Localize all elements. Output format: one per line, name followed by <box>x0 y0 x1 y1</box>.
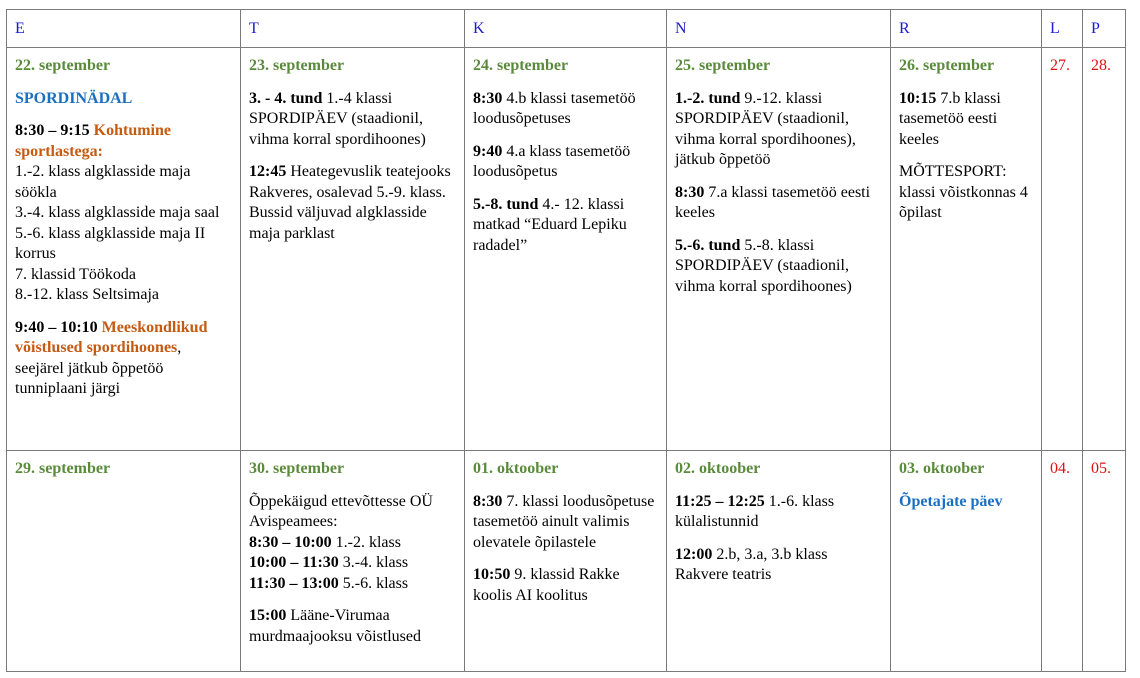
day-cell-tuesday <box>241 48 465 451</box>
event-line: 5.-6. klass algklasside maja II korrus <box>15 224 206 262</box>
day-cell-sunday <box>1083 451 1126 672</box>
event-text: Lääne-Virumaa murdmaajooksu võistlused <box>249 607 421 645</box>
day-cell-monday <box>7 48 241 451</box>
event-text: Heategevuslik teatejooks Rakveres, osalevad 5.-9. klass. Bussid väljuvad algklasside maja parklast <box>249 163 451 242</box>
day-cell-saturday <box>1042 48 1083 451</box>
event-time: 10:50 <box>473 566 511 583</box>
header-cell <box>465 10 667 48</box>
event-time: 9:40 <box>473 142 503 160</box>
day-cell-friday <box>891 451 1042 672</box>
day-cell-friday <box>891 48 1042 451</box>
weekend-date: 04. <box>1050 460 1070 477</box>
event-block <box>249 162 458 244</box>
event-time: 8:30 <box>675 183 705 201</box>
day-date: 25. september <box>675 57 771 74</box>
event-block <box>473 492 660 554</box>
day-cell-saturday <box>1042 451 1083 672</box>
teachers-day-title: Õpetajate päev <box>899 492 1003 510</box>
event-label: Kohtumine sportlastega: <box>15 122 171 160</box>
weekday-monday: E <box>15 19 25 37</box>
event-text: 7.a klassi tasemetöö eesti keeles <box>675 183 871 221</box>
event-time: 8:30 – 10:00 <box>249 533 332 551</box>
weekday-friday: R <box>899 19 910 37</box>
day-cell-tuesday <box>241 451 465 672</box>
event-time: 10:00 – 11:30 <box>249 554 339 571</box>
event-time: 12:45 <box>249 163 287 180</box>
weekday-thursday: N <box>675 19 687 37</box>
day-cell-thursday <box>667 451 891 672</box>
event-text: 9. klassid Rakke koolis AI koolitus <box>473 566 620 604</box>
day-date: 30. september <box>249 460 345 477</box>
event-line <box>249 533 458 554</box>
header-cell <box>891 10 1042 48</box>
event-text: 5.-8. klassi SPORDIPÄEV (staadionil, vihma korral spordihoones) <box>675 236 852 295</box>
weekend-date: 28. <box>1091 57 1111 74</box>
event-text: 1.-4 klassi SPORDIPÄEV (staadionil, vihma korral spordihoones) <box>249 89 426 148</box>
weekend-date: 27. <box>1050 57 1070 74</box>
day-date: 26. september <box>899 57 995 74</box>
event-block <box>15 121 234 162</box>
event-text: 7. klassi loodusõpetuse tasemetöö ainult valimis olevatele õpilastele <box>473 492 655 551</box>
day-cell-sunday <box>1083 48 1126 451</box>
event-text: 4.a klass tasemetöö loodusõpetus <box>473 142 631 180</box>
event-line: 7. klassid Töökoda <box>15 265 137 283</box>
event-time: 5.-8. tund <box>473 195 539 213</box>
event-block <box>675 492 884 533</box>
day-date: 22. september <box>15 57 111 74</box>
weekend-date: 05. <box>1091 460 1111 477</box>
event-text: 7.b klassi tasemetöö eesti keeles <box>899 89 1001 148</box>
event-block <box>675 545 884 586</box>
event-block <box>473 89 660 130</box>
event-block <box>473 195 660 257</box>
event-block: MÕTTESPORT: klassi võistkonnas 4 õpilast <box>899 163 1028 221</box>
header-cell <box>667 10 891 48</box>
weekday-sunday: P <box>1091 19 1100 37</box>
event-block <box>15 318 234 400</box>
day-cell-wednesday <box>465 451 667 672</box>
event-time: 10:15 <box>899 89 937 107</box>
event-text: 5.-6. klass <box>338 574 409 592</box>
weekday-header-row <box>7 10 1126 48</box>
event-block <box>473 142 660 183</box>
event-block <box>675 183 884 224</box>
event-time: 11:30 – 13:00 <box>249 574 339 592</box>
event-time: 3. - 4. tund <box>249 89 323 107</box>
event-text: , seejärel jätkub õppetöö tunniplaani järgi <box>15 339 182 397</box>
event-line: 8.-12. klass Seltsimaja <box>15 286 159 303</box>
day-date: 23. september <box>249 57 345 74</box>
header-cell <box>241 10 465 48</box>
event-time: 12:00 <box>675 545 713 563</box>
event-time: 8:30 <box>473 89 503 107</box>
event-time: 1.-2. tund <box>675 89 741 107</box>
day-cell-monday <box>7 451 241 672</box>
school-calendar-table <box>6 9 1126 672</box>
event-text: 2.b, 3.a, 3.b klass Rakvere teatris <box>675 545 828 583</box>
event-line: 3.-4. klass algklasside maja saal <box>15 204 220 221</box>
event-block <box>675 236 884 298</box>
event-text: 4.- 12. klassi matkad “Eduard Lepiku radadel” <box>473 195 627 254</box>
event-label: Meeskondlikud võistlused spordihoones <box>15 318 208 356</box>
weekday-tuesday: T <box>249 19 259 37</box>
day-cell-wednesday <box>465 48 667 451</box>
week-row <box>7 48 1126 451</box>
event-block <box>249 606 458 647</box>
event-text: 4.b klassi tasemetöö loodusõpetuses <box>473 89 636 127</box>
event-block <box>675 89 884 171</box>
day-cell-thursday <box>667 48 891 451</box>
event-time: 8:30 <box>473 492 503 510</box>
event-time: 11:25 – 12:25 <box>675 492 765 510</box>
day-date: 29. september <box>15 460 111 477</box>
event-text: 3.-4. klass <box>338 554 409 571</box>
event-text: 1.-6. klass külalistunnid <box>675 492 835 530</box>
event-intro: Õppekäigud ettevõttesse OÜ Avispeamees: <box>249 492 433 530</box>
week-row <box>7 451 1126 672</box>
event-time: 15:00 <box>249 607 287 624</box>
event-line <box>249 574 458 595</box>
event-text: 1.-2. klass <box>331 533 401 551</box>
event-block <box>899 89 1035 151</box>
event-time: 5.-6. tund <box>675 236 741 254</box>
event-line <box>249 553 458 574</box>
event-line: 1.-2. klass algklasside maja söökla <box>15 163 191 201</box>
event-block <box>249 89 458 151</box>
header-cell <box>7 10 241 48</box>
event-time: 8:30 – 9:15 <box>15 122 90 139</box>
event-text: 9.-12. klassi SPORDIPÄEV (staadionil, vihma korral spordihoones), jätkub õppetöö <box>675 89 856 168</box>
event-time: 9:40 – 10:10 <box>15 318 98 336</box>
day-date: 02. oktoober <box>675 460 761 477</box>
day-date: 24. september <box>473 57 569 74</box>
header-cell <box>1083 10 1126 48</box>
event-block <box>473 565 660 606</box>
header-cell <box>1042 10 1083 48</box>
day-date: 03. oktoober <box>899 460 985 477</box>
day-date: 01. oktoober <box>473 460 559 477</box>
sport-week-title: SPORDINÄDAL <box>15 89 133 107</box>
weekday-wednesday: K <box>473 19 485 37</box>
weekday-saturday: L <box>1050 19 1060 37</box>
